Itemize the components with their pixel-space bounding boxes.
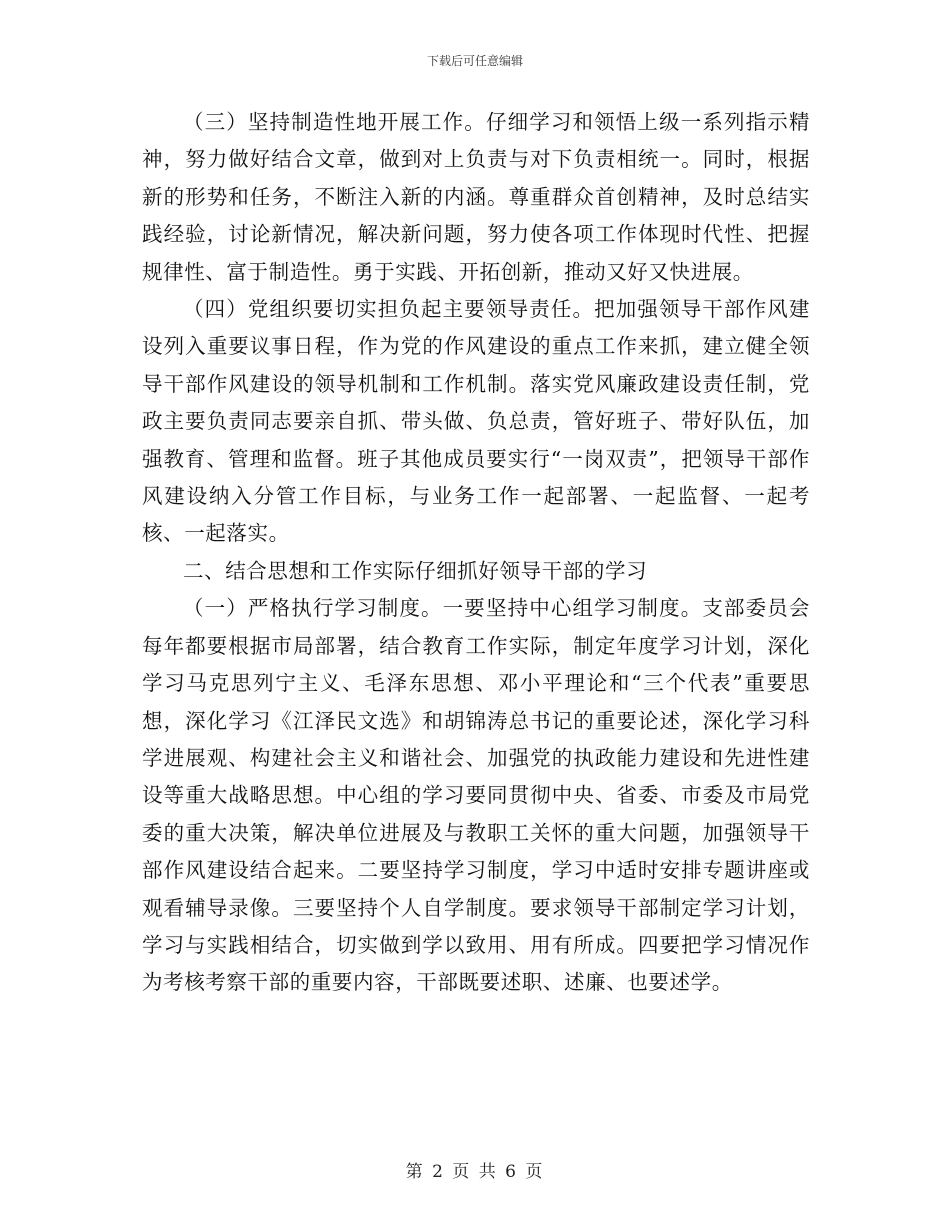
section-heading-cadre-study: 二、结合思想和工作实际仔细抓好领导干部的学习 — [183, 558, 648, 583]
footer-suffix: 页 — [525, 1162, 545, 1182]
paragraph-study-system: （一）严格执行学习制度。一要坚持中心组学习制度。支部委员会每年都要根据市局部署，结合教育工作实际，制定年度学习计划，深化学习马克思列宁主义、毛泽东思想、邓小平理论和“三个代表”重要思想，深化学习《江泽民文选》和胡锦涛总书记的重要论述，深化学习科学进展观、构建社会主义和谐社会、加强党的执政能力建设和先进性建设等重大战略思想。中心组的学习要同贯彻中央、省委、市委及市局党委的重大决策，解决单位进展及与教职工关怀的重大问题，加强领导干部作风建设结合起来。二要坚持学习制度，学习中适时安排专题讲座或观看辅导录像。三要坚持个人自学制度。要求领导干部制定学习计划，学习与实践相结合，切实做到学以致用、用有所成。四要把学习情况作为考核考察干部的重要内容，干部既要述职、述廉、也要述学。 — [142, 596, 810, 995]
document-body — [142, 104, 810, 1002]
page-footer — [0, 1157, 950, 1182]
page-header — [0, 52, 950, 69]
footer-page-number: 2 — [432, 1162, 445, 1182]
header-text: 下载后可任意编辑 — [426, 54, 523, 68]
paragraph-party-leadership-responsibility: （四）党组织要切实担负起主要领导责任。把加强领导干部作风建设列入重要议事日程，作为党的作风建设的重点工作来抓，建立健全领导干部作风建设的领导机制和工作机制。落实党风廉政建设责任制，党政主要负责同志要亲自抓、带头做、负总责，管好班子、带好队伍，加强教育、管理和监督。班子其他成员要实行“一岗双责”，把领导干部作风建设纳入分管工作目标，与业务工作一起部署、一起监督、一起考核、一起落实。 — [142, 297, 810, 546]
footer-middle: 页 共 — [452, 1162, 498, 1182]
footer-total-pages: 6 — [505, 1162, 518, 1182]
footer-prefix: 第 — [405, 1162, 425, 1182]
paragraph-persist-creative-work: （三）坚持制造性地开展工作。仔细学习和领悟上级一系列指示精神，努力做好结合文章，做到对上负责与对下负责相统一。同时，根据新的形势和任务，不断注入新的内涵。尊重群众首创精神，及时总结实践经验，讨论新情况，解决新问题，努力使各项工作体现时代性、把握规律性、富于制造性。勇于实践、开拓创新，推动又好又快进展。 — [142, 110, 810, 284]
